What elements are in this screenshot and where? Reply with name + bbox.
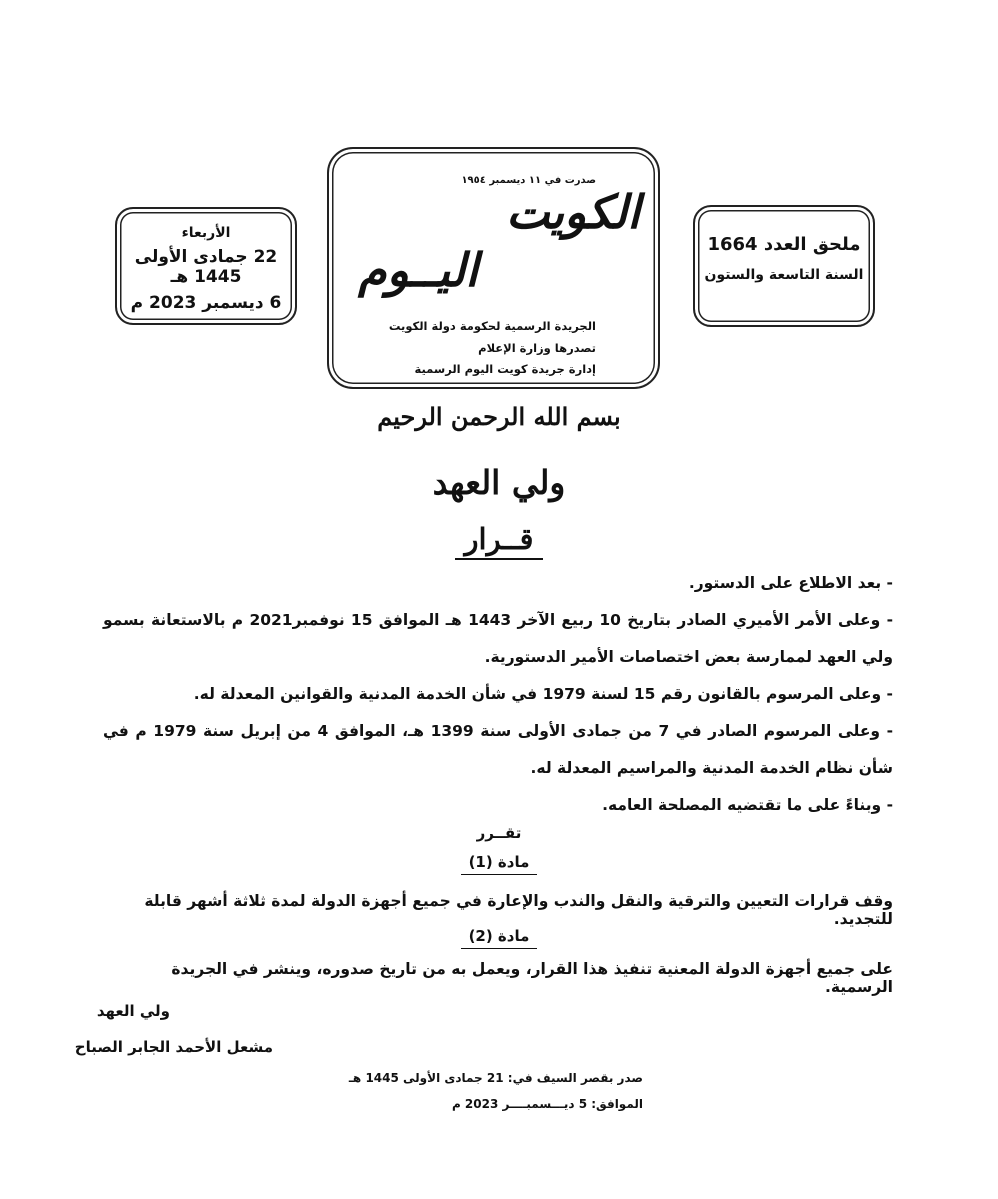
corresponding-date: الموافق: 5 ديـــسمبــــر 2023 م [451,1097,643,1111]
issue-number: ملحق العدد 1664 [707,234,861,255]
article-1-heading: مادة (1) [461,853,538,875]
masthead-title-alyawm: اليــوم [358,243,478,297]
issued-since: صدرت في ١١ ديسمبر ١٩٥٤ [461,175,596,186]
masthead [327,147,660,389]
signature-title: ولي العهد [96,1002,170,1020]
preamble-clause: - وبناءً على ما تقتضيه المصلحة العامه. [602,796,893,814]
masthead-subtitle-3: إدارة جريدة كويت اليوم الرسمية [414,362,596,376]
preamble-clause: - وعلى المرسوم بالقانون رقم 15 لسنة 1979 في شأن الخدمة المدنية والقوانين المعدلة له. [193,685,893,703]
date-box [115,207,297,325]
preamble-clause: - بعد الاطلاع على الدستور. [688,574,893,592]
decision-heading [0,522,998,556]
preamble-clause: - وعلى الأمر الأميري الصادر بتاريخ 10 ربيع الآخر 1443 هـ الموافق 15 نوفمبر2021 م بالاستعانة بسمو ولي العهد لممارسة بعض اختصاصات الأمير الدستورية. [103,611,893,666]
issue-box [693,205,875,327]
weekday: الأربعاء [181,225,231,241]
masthead-title-kuwait: الكويت [506,185,640,239]
masthead-subtitle-2: تصدرها وزارة الإعلام [478,341,596,355]
decides-heading: تقــرر [476,824,522,842]
article-1-text: وقف قرارات التعيين والترقية والنقل والندب والإعارة في جميع أجهزة الدولة لمدة ثلاثة أشهر قابلة للتجديد. [144,892,893,928]
gregorian-date: 6 ديسمبر 2023 م [130,293,282,313]
article-heading [0,927,998,945]
masthead-subtitle-1: الجريدة الرسمية لحكومة دولة الكويت [388,319,596,333]
preamble-clause: - وعلى المرسوم الصادر في 7 من جمادى الأولى سنة 1399 هـ، الموافق 4 من إبريل سنة 1979 م في شأن نظام الخدمة المدنية والمراسيم المعدلة له. [103,722,894,777]
issuer-heading: ولي العهد [432,463,566,502]
article-2-heading: مادة (2) [461,927,538,949]
signature-name: مشعل الأحمد الجابر الصباح [74,1038,273,1056]
decision-heading-text: قــرار [455,522,544,560]
publication-year: السنة التاسعة والستون [704,267,864,283]
issued-at: صدر بقصر السيف في: 21 جمادى الأولى 1445 هـ [348,1071,643,1085]
basmala: بسم الله الرحمن الرحيم [377,402,621,431]
hijri-date: 22 جمادى الأولى 1445 هـ [134,247,278,287]
article-heading [0,853,998,871]
article-2-text: على جميع أجهزة الدولة المعنية تنفيذ هذا القرار، ويعمل به من تاريخ صدوره، وينشر في الجريدة الرسمية. [171,960,893,996]
